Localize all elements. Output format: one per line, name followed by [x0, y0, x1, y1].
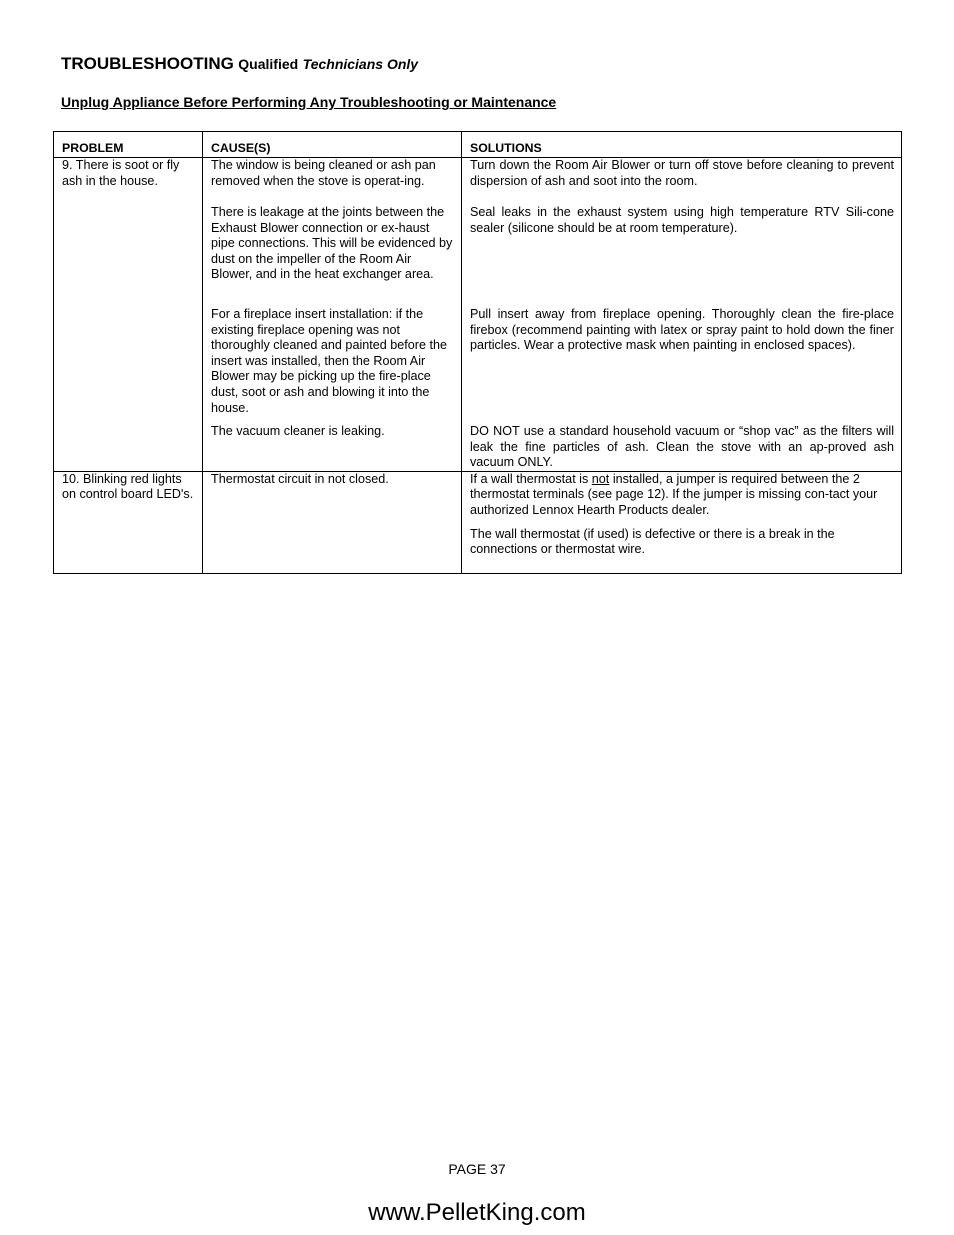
solutions-cell [462, 471, 902, 573]
title-main: TROUBLESHOOTING [61, 54, 234, 73]
solution-text: Seal leaks in the exhaust system using high temperature RTV Sili-cone sealer (silicone should be at room temperature). [470, 205, 894, 235]
cause-text: The window is being cleaned or ash pan removed when the stove is operat-ing. [211, 158, 436, 188]
cause-text: There is leakage at the joints between the Exhaust Blower connection or ex-haust pipe connections. This will be evidenced by dust on the impeller of the Room Air Blower, and in the heat exchanger area. [211, 205, 453, 282]
solution-text: Pull insert away from fireplace opening. Thoroughly clean the fire-place firebox (recommend painting with latex or spray paint to hold down the finer particles. Wear a protective mask when painting in enclosed spaces). [470, 307, 894, 353]
solution-text-end: installed, a jumper is required between the 2 thermostat terminals (see page 12). If the jumper is missing con-tact your authorized Lennox Hearth Products dealer. [470, 471, 878, 517]
column-header-causes: CAUSE(S) [203, 132, 462, 158]
title-technicians-only: Technicians Only [302, 56, 419, 72]
cause-text: Thermostat circuit in not closed. [211, 471, 389, 486]
solution-text: The wall thermostat (if used) is defective or there is a break in the connections or thermostat wire. [470, 526, 835, 557]
causes-cell [203, 471, 462, 573]
solution-text: Turn down the Room Air Blower or turn off stove before cleaning to prevent dispersion of ash and soot into the room. [470, 158, 894, 188]
solution-text-start: If a wall thermostat is [470, 471, 589, 486]
website-url: www.PelletKing.com [368, 1199, 586, 1226]
solution-text: DO NOT use a standard household vacuum or “shop vac” as the filters will leak the fine particles of ash. Clean the stove with an ap-proved ash vacuum ONLY. [470, 424, 894, 470]
troubleshooting-table [53, 131, 902, 574]
solutions-cell [462, 158, 902, 472]
table-row [54, 471, 902, 573]
cause-text: The vacuum cleaner is leaking. [211, 424, 385, 438]
table-row [54, 158, 902, 472]
problem-text: 9. There is soot or fly ash in the house. [62, 158, 180, 188]
problem-cell [54, 158, 203, 472]
page-title [61, 54, 418, 74]
title-qualified: Qualified [238, 56, 299, 72]
page-number: PAGE 37 [448, 1161, 506, 1177]
solution-emphasis: not [591, 471, 610, 486]
column-header-solutions: SOLUTIONS [462, 132, 902, 158]
problem-text: 10. Blinking red lights on control board LED's. [62, 471, 194, 502]
cause-text: For a fireplace insert installation: if the existing fireplace opening was not thoroughly cleaned and painted before the insert was installed, then the Room Air Blower may be picking up the fire-place dust, soot or ash and blowing it into the house. [211, 307, 447, 415]
problem-cell [54, 471, 203, 573]
solution-text [470, 472, 894, 519]
causes-cell [203, 158, 462, 472]
table-header-row [54, 132, 902, 158]
unplug-warning: Unplug Appliance Before Performing Any Troubleshooting or Maintenance [61, 94, 557, 110]
column-header-problem: PROBLEM [54, 132, 203, 158]
